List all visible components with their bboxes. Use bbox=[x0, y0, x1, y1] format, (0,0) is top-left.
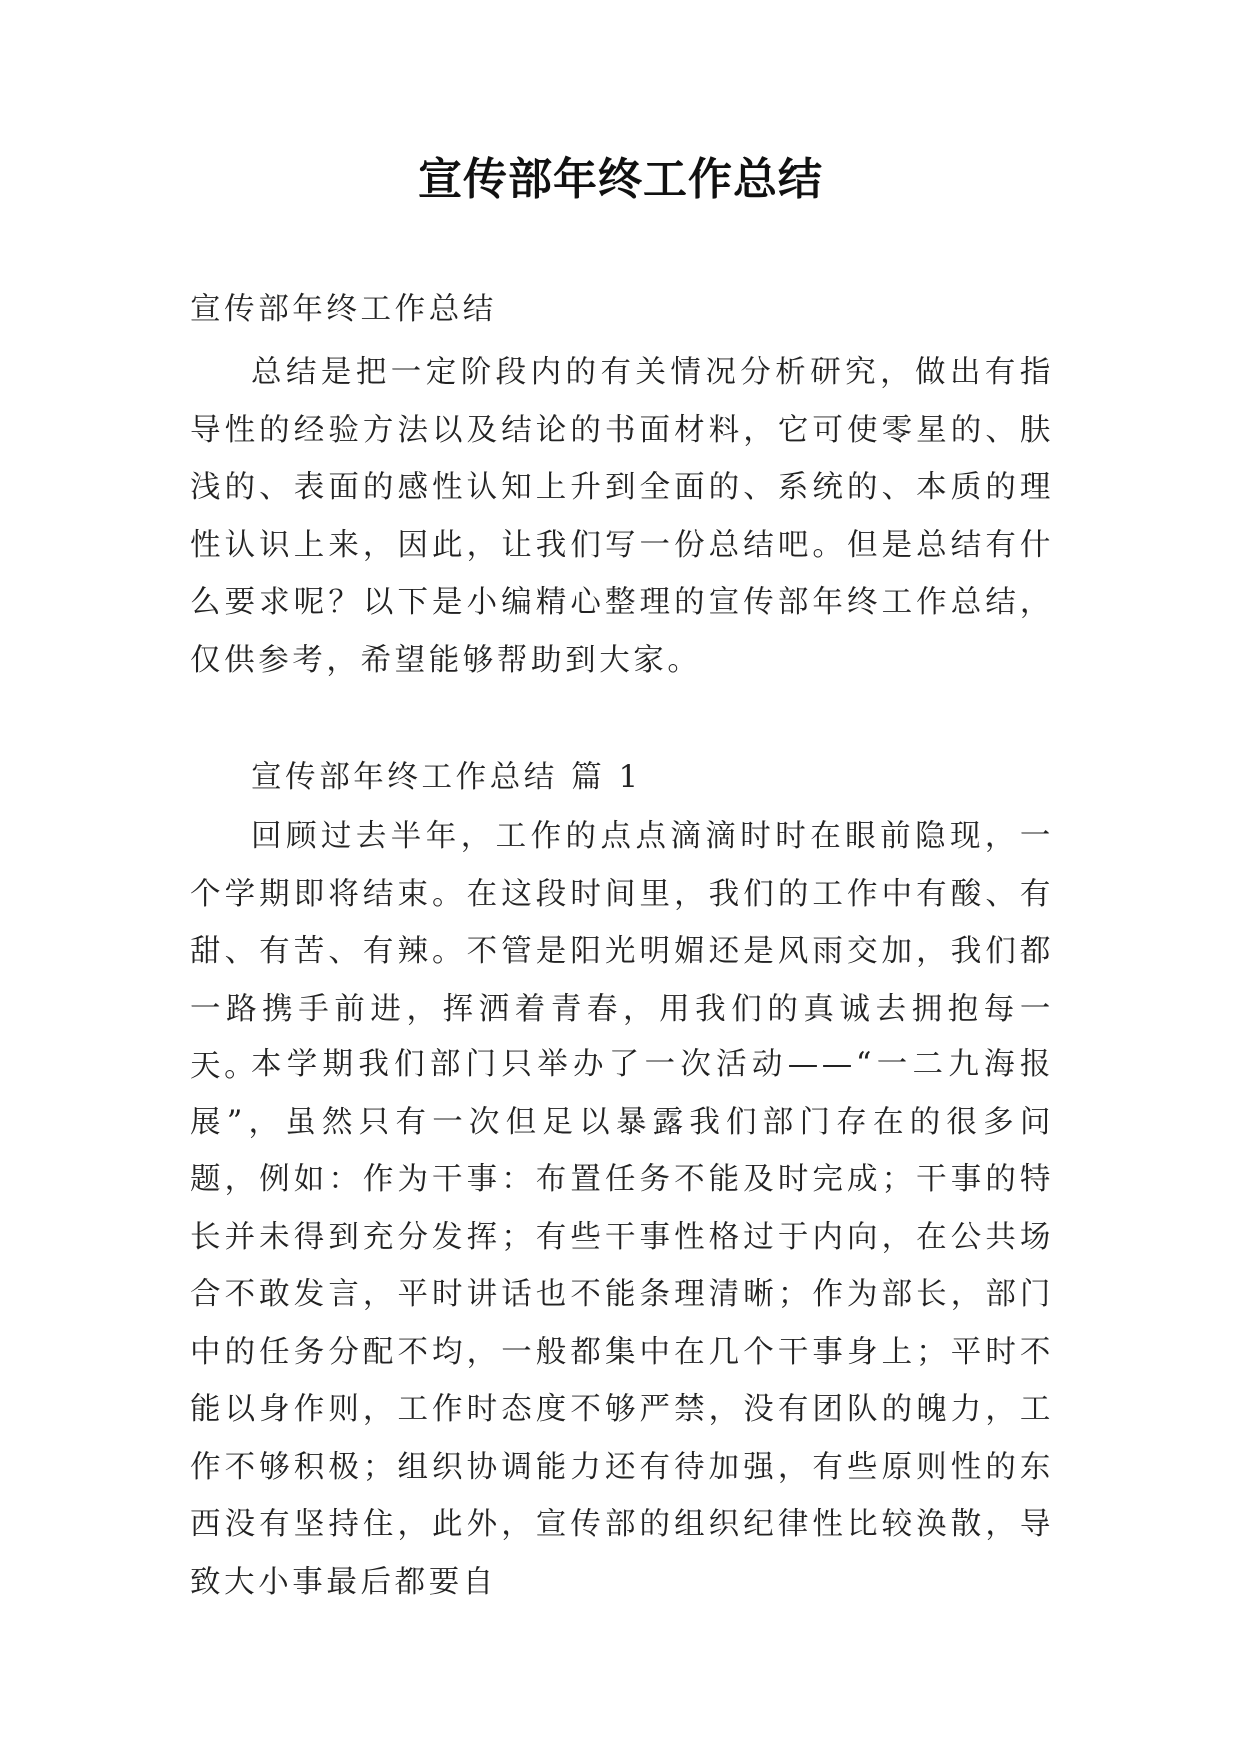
section-heading: 宣传部年终工作总结 篇 1 bbox=[251, 760, 642, 795]
intro-paragraph: 总结是把一定阶段内的有关情况分析研究，做出有指导性的经验方法以及结论的书面材料，它可使零星的、肤浅的、表面的感性认知上升到全面的、系统的、本质的理性认识上来，因此，让我们写一份总结吧。但是总结有什么要求呢？以下是小编精心整理的宣传部年终工作总结，仅供参考，希望能够帮助到大家。 bbox=[190, 355, 1054, 678]
document-subtitle: 宣传部年终工作总结 bbox=[190, 292, 497, 327]
body-paragraph-2: 本学期我们部门只举办了一次活动——“一二九海报展”，虽然只有一次但足以暴露我们部门存在的很多问题，例如：作为干事：布置任务不能及时完成；干事的特长并未得到充分发挥；有些干事性格过于内向，在公共场合不敢发言，平时讲话也不能条理清晰；作为部长，部门中的任务分配不均，一般都集中在几个干事身上；平时不能以身作则，工作时态度不够严禁，没有团队的魄力，工作不够积极；组织协调能力还有待加强，有些原则性的东西没有坚持住，此外，宣传部的组织纪律性比较涣散，导致大小事最后都要自 bbox=[190, 1047, 1054, 1600]
body-paragraph-1: 回顾过去半年，工作的点点滴滴时时在眼前隐现，一个学期即将结束。在这段时间里，我们的工作中有酸、有甜、有苦、有辣。不管是阳光明媚还是风雨交加，我们都一路携手前进，挥洒着青春，用我们的真诚去拥抱每一天。 bbox=[190, 819, 1054, 1084]
document-title: 宣传部年终工作总结 bbox=[418, 154, 823, 205]
